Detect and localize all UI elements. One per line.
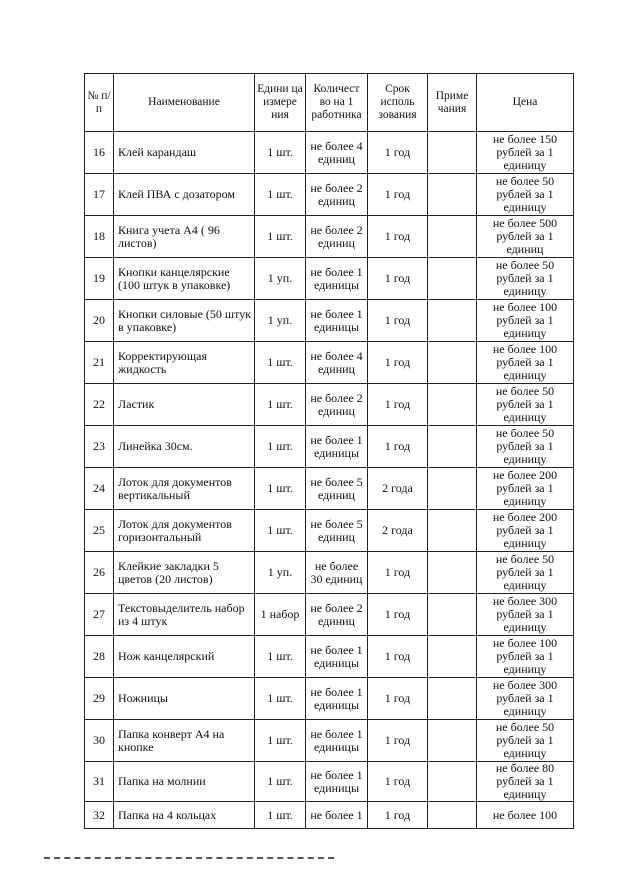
row-number: 25 [85, 510, 114, 552]
row-number: 16 [85, 132, 114, 174]
item-term: 1 год [368, 174, 428, 216]
table-row [85, 258, 574, 300]
item-quantity: не более 5 единиц [306, 468, 368, 510]
item-note [428, 762, 477, 802]
row-number: 23 [85, 426, 114, 468]
item-note [428, 342, 477, 384]
item-note [428, 384, 477, 426]
row-number: 20 [85, 300, 114, 342]
item-price: не более 100 [477, 802, 574, 829]
item-name: Папка на 4 кольцах [114, 802, 255, 829]
table-row [85, 762, 574, 802]
table-row [85, 678, 574, 720]
item-note [428, 258, 477, 300]
row-number: 26 [85, 552, 114, 594]
item-unit: 1 шт. [255, 426, 306, 468]
item-price: не более 50 рублей за 1 единицу [477, 384, 574, 426]
item-note [428, 216, 477, 258]
item-name: Текстовыделитель набор из 4 штук [114, 594, 255, 636]
header-number: № п/п [85, 74, 114, 132]
table-row [85, 552, 574, 594]
item-price: не более 50 рублей за 1 единицу [477, 426, 574, 468]
item-quantity: не более 1 единицы [306, 258, 368, 300]
item-name: Ножницы [114, 678, 255, 720]
item-term: 1 год [368, 802, 428, 829]
item-unit: 1 набор [255, 594, 306, 636]
item-name: Клей карандаш [114, 132, 255, 174]
item-quantity: не более 1 единицы [306, 300, 368, 342]
item-quantity: не более 1 единицы [306, 762, 368, 802]
item-quantity: не более 4 единиц [306, 342, 368, 384]
table-row [85, 594, 574, 636]
item-term: 1 год [368, 300, 428, 342]
item-price: не более 50 рублей за 1 единицу [477, 258, 574, 300]
table-row [85, 216, 574, 258]
item-note [428, 636, 477, 678]
item-quantity: не более 1 единицы [306, 678, 368, 720]
item-name: Кнопки силовые (50 штук в упаковке) [114, 300, 255, 342]
item-term: 1 год [368, 678, 428, 720]
item-term: 1 год [368, 384, 428, 426]
item-unit: 1 шт. [255, 636, 306, 678]
item-quantity: не более 4 единиц [306, 132, 368, 174]
row-number: 32 [85, 802, 114, 829]
row-number: 28 [85, 636, 114, 678]
item-quantity: не более 5 единиц [306, 510, 368, 552]
item-term: 1 год [368, 720, 428, 762]
item-name: Клей ПВА с дозатором [114, 174, 255, 216]
item-name: Нож канцелярский [114, 636, 255, 678]
item-name: Корректирующая жидкость [114, 342, 255, 384]
header-term: Срок исполь зования [368, 74, 428, 132]
table-row [85, 802, 574, 829]
table-row [85, 720, 574, 762]
item-unit: 1 шт. [255, 802, 306, 829]
item-name: Книга учета А4 ( 96 листов) [114, 216, 255, 258]
item-price: не более 100 рублей за 1 единицу [477, 636, 574, 678]
item-name: Лоток для документов вертикальный [114, 468, 255, 510]
item-note [428, 594, 477, 636]
item-price: не более 300 рублей за 1 единицу [477, 678, 574, 720]
header-quantity: Количест во на 1 работника [306, 74, 368, 132]
item-price: не более 50 рублей за 1 единицу [477, 174, 574, 216]
row-number: 17 [85, 174, 114, 216]
item-price: не более 300 рублей за 1 единицу [477, 594, 574, 636]
item-unit: 1 уп. [255, 258, 306, 300]
table-row [85, 384, 574, 426]
item-name: Папка конверт А4 на кнопке [114, 720, 255, 762]
item-term: 1 год [368, 594, 428, 636]
item-quantity: не более 2 единиц [306, 384, 368, 426]
row-number: 18 [85, 216, 114, 258]
row-number: 31 [85, 762, 114, 802]
footer-rule [44, 857, 334, 861]
row-number: 30 [85, 720, 114, 762]
item-note [428, 678, 477, 720]
item-unit: 1 шт. [255, 132, 306, 174]
item-unit: 1 шт. [255, 762, 306, 802]
item-price: не более 100 рублей за 1 единицу [477, 342, 574, 384]
item-price: не более 50 рублей за 1 единицу [477, 720, 574, 762]
table-row [85, 174, 574, 216]
item-quantity: не более 2 единиц [306, 216, 368, 258]
item-name: Клейкие закладки 5 цветов (20 листов) [114, 552, 255, 594]
item-name: Кнопки канцелярские (100 штук в упаковке) [114, 258, 255, 300]
item-term: 1 год [368, 762, 428, 802]
item-quantity: не более 1 единицы [306, 720, 368, 762]
item-price: не более 200 рублей за 1 единицу [477, 510, 574, 552]
item-unit: 1 шт. [255, 174, 306, 216]
table-row [85, 468, 574, 510]
table-header-row [85, 74, 574, 132]
item-unit: 1 шт. [255, 468, 306, 510]
item-note [428, 132, 477, 174]
item-name: Линейка 30см. [114, 426, 255, 468]
table-row [85, 510, 574, 552]
item-unit: 1 шт. [255, 384, 306, 426]
item-note [428, 802, 477, 829]
item-term: 1 год [368, 342, 428, 384]
item-note [428, 174, 477, 216]
row-number: 21 [85, 342, 114, 384]
item-quantity: не более 1 единицы [306, 636, 368, 678]
item-price: не более 100 рублей за 1 единицу [477, 300, 574, 342]
item-unit: 1 шт. [255, 510, 306, 552]
table-row [85, 342, 574, 384]
item-term: 1 год [368, 258, 428, 300]
item-price: не более 50 рублей за 1 единицу [477, 552, 574, 594]
item-term: 1 год [368, 426, 428, 468]
item-unit: 1 шт. [255, 342, 306, 384]
item-price: не более 200 рублей за 1 единицу [477, 468, 574, 510]
item-quantity: не более 30 единиц [306, 552, 368, 594]
item-price: не более 80 рублей за 1 единицу [477, 762, 574, 802]
table-row [85, 300, 574, 342]
header-unit: Едини ца измере ния [255, 74, 306, 132]
item-name: Папка на молнии [114, 762, 255, 802]
row-number: 27 [85, 594, 114, 636]
header-note: Приме чания [428, 74, 477, 132]
supplies-table [84, 73, 574, 829]
item-note [428, 510, 477, 552]
item-term: 1 год [368, 636, 428, 678]
item-note [428, 552, 477, 594]
item-term: 1 год [368, 552, 428, 594]
item-note [428, 720, 477, 762]
item-term: 2 года [368, 468, 428, 510]
item-price: не более 500 рублей за 1 единиц [477, 216, 574, 258]
row-number: 22 [85, 384, 114, 426]
row-number: 24 [85, 468, 114, 510]
item-unit: 1 шт. [255, 720, 306, 762]
item-term: 1 год [368, 132, 428, 174]
item-term: 1 год [368, 216, 428, 258]
table-row [85, 426, 574, 468]
item-note [428, 426, 477, 468]
item-quantity: не более 1 [306, 802, 368, 829]
item-unit: 1 уп. [255, 552, 306, 594]
item-note [428, 300, 477, 342]
item-name: Лоток для документов горизонтальный [114, 510, 255, 552]
table-row [85, 132, 574, 174]
item-note [428, 468, 477, 510]
header-price: Цена [477, 74, 574, 132]
item-unit: 1 шт. [255, 678, 306, 720]
item-name: Ластик [114, 384, 255, 426]
item-quantity: не более 2 единиц [306, 174, 368, 216]
header-name: Наименование [114, 74, 255, 132]
item-price: не более 150 рублей за 1 единицу [477, 132, 574, 174]
row-number: 19 [85, 258, 114, 300]
item-unit: 1 уп. [255, 300, 306, 342]
item-unit: 1 шт. [255, 216, 306, 258]
item-quantity: не более 1 единицы [306, 426, 368, 468]
item-term: 2 года [368, 510, 428, 552]
item-quantity: не более 2 единиц [306, 594, 368, 636]
row-number: 29 [85, 678, 114, 720]
table-row [85, 636, 574, 678]
